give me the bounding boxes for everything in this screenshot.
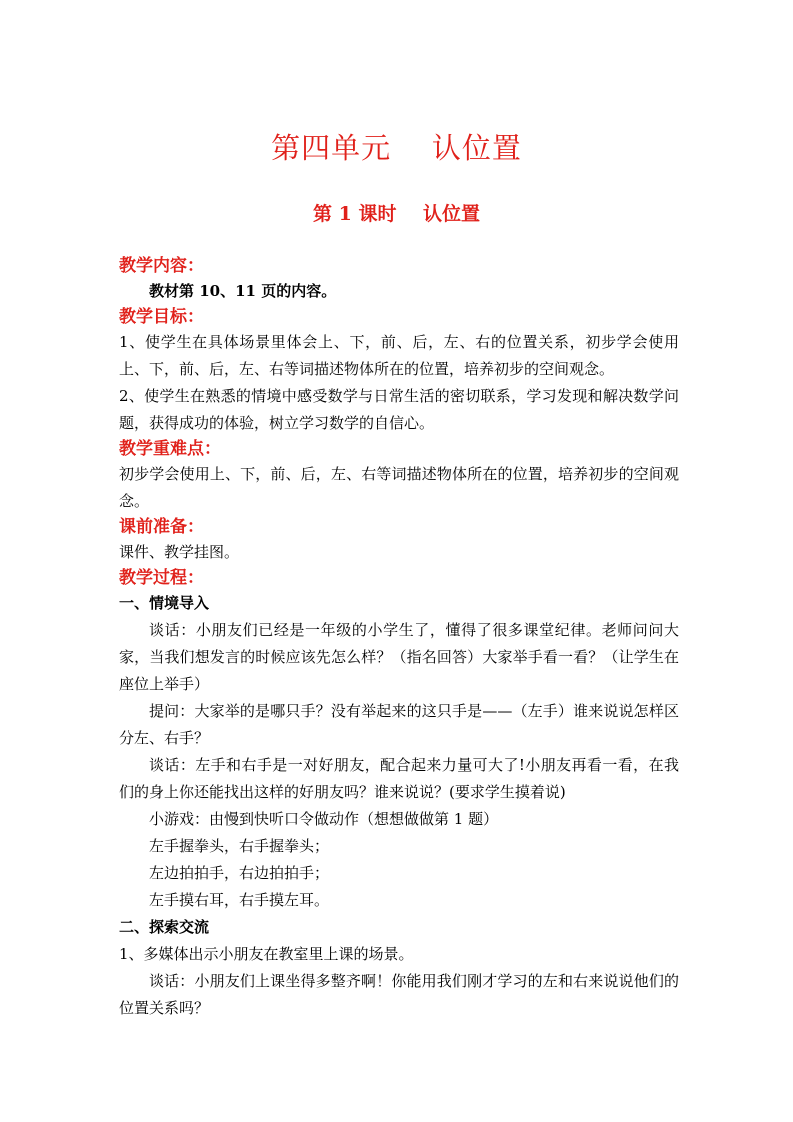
- goal-item-1: 1、使学生在具体场景里体会上、下，前、后，左、右的位置关系，初步学会使用上、下，前、后，左、右等词描述物体所在的位置，培养初步的空间观念。: [119, 333, 679, 378]
- process-heading: 教学过程：: [119, 568, 204, 588]
- section-2-item-1: 1、多媒体出示小朋友在教室里上课的场景。: [119, 945, 414, 963]
- keypoints-text: 初步学会使用上、下，前、后，左、右等词描述物体所在的位置，培养初步的空间观念。: [119, 465, 679, 510]
- section-1-title: 一、情境导入: [119, 594, 210, 612]
- section-1-paragraph-3: 谈话：左手和右手是一对好朋友，配合起来力量可大了!小朋友再看一看，在我们的身上你还能找出这样的好朋友吗？谁来说说？(要求学生摸着说): [119, 756, 679, 801]
- prep-heading: 课前准备：: [119, 517, 204, 537]
- section-1-line-1: 左手握拳头，右手握拳头；: [149, 837, 330, 855]
- section-2-paragraph-1: 谈话：小朋友们上课坐得多整齐啊！你能用我们刚才学习的左和右来说说他们的位置关系吗？: [119, 972, 679, 1017]
- section-1-game: 小游戏：由慢到快听口令做动作（想想做做第 1 题）: [149, 810, 499, 828]
- goals-heading: 教学目标：: [119, 307, 204, 327]
- section-1-paragraph-2: 提问：大家举的是哪只手？没有举起来的这只手是——（左手）谁来说说怎样区分左、右手？: [119, 702, 679, 747]
- unit-title: 第四单元 认位置: [271, 131, 522, 165]
- prep-text: 课件、教学挂图。: [119, 543, 240, 561]
- keypoints-heading: 教学重难点：: [119, 439, 221, 459]
- section-2-title: 二、探索交流: [119, 918, 210, 936]
- lesson-body: [119, 254, 679, 1022]
- lesson-subtitle: 第 1 课时 认位置: [313, 203, 480, 225]
- section-1-line-3: 左手摸右耳，右手摸左耳。: [149, 891, 330, 909]
- section-1-paragraph-1: 谈话：小朋友们已经是一年级的小学生了，懂得了很多课堂纪律。老师问问大家，当我们想发言的时候应该先怎么样？（指名回答）大家举手看一看？（让学生在座位上举手）: [119, 621, 679, 693]
- content-text: 教材第 10、11 页的内容。: [149, 282, 337, 300]
- content-heading: 教学内容：: [119, 256, 204, 276]
- goal-item-2: 2、使学生在熟悉的情境中感受数学与日常生活的密切联系，学习发现和解决数学问题，获得成功的体验，树立学习数学的自信心。: [119, 387, 679, 432]
- section-1-line-2: 左边拍拍手，右边拍拍手；: [149, 864, 330, 882]
